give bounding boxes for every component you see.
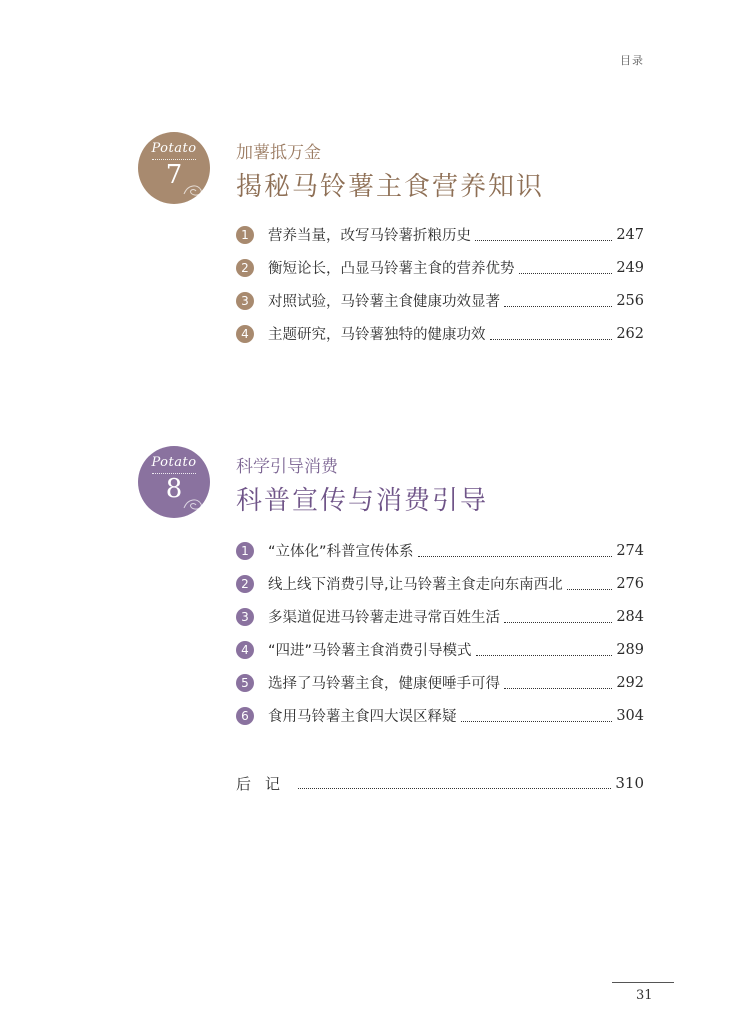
entry-number-badge: 6 [236, 707, 254, 725]
entry-title: 选择了马铃薯主食，健康便唾手可得 [268, 676, 500, 692]
dot-leader [461, 720, 613, 722]
entry-title: 衡短论长，凸显马铃薯主食的营养优势 [268, 261, 515, 277]
dot-leader [490, 338, 613, 340]
dot-leader [418, 555, 613, 557]
toc-entry[interactable] [236, 600, 644, 633]
dot-leader [519, 272, 613, 274]
chapter-badge [138, 446, 210, 518]
afterword-page: 310 [615, 774, 644, 792]
chapter-toc-list [236, 218, 644, 350]
entry-page: 256 [616, 292, 644, 309]
badge-number: 7 [165, 160, 183, 190]
toc-entry[interactable] [236, 317, 644, 350]
entry-title: 线上线下消费引导,让马铃薯主食走向东南西北 [268, 577, 563, 593]
dot-leader [567, 588, 613, 590]
afterword-label: 后记 [236, 774, 295, 793]
footer-rule [612, 982, 674, 983]
entry-page: 249 [616, 259, 644, 276]
chapter-title: 科普宣传与消费引导 [236, 486, 489, 516]
badge-number: 8 [165, 474, 183, 504]
chapter-kicker: 加薯抵万金 [236, 143, 321, 163]
dot-leader [504, 305, 612, 307]
badge-word: Potato [151, 455, 197, 470]
toc-entry[interactable] [236, 218, 644, 251]
entry-number-badge: 2 [236, 575, 254, 593]
dot-leader [504, 687, 612, 689]
running-header: 目录 [620, 54, 644, 67]
entry-number-badge: 3 [236, 292, 254, 310]
entry-number-badge: 1 [236, 542, 254, 560]
entry-number-badge: 3 [236, 608, 254, 626]
toc-entry[interactable] [236, 251, 644, 284]
toc-entry-afterword[interactable] [236, 768, 644, 798]
chapter-badge [138, 132, 210, 204]
toc-entry[interactable] [236, 534, 644, 567]
page-number: 31 [636, 988, 653, 1003]
dot-leader [504, 621, 612, 623]
dot-leader [475, 239, 612, 241]
toc-entry[interactable] [236, 633, 644, 666]
dot-leader [476, 654, 613, 656]
entry-title: 营养当量，改写马铃薯折粮历史 [268, 228, 471, 244]
entry-page: 284 [616, 608, 644, 625]
entry-page: 262 [616, 325, 644, 342]
entry-page: 292 [616, 674, 644, 691]
entry-number-badge: 5 [236, 674, 254, 692]
toc-entry[interactable] [236, 699, 644, 732]
entry-page: 289 [616, 641, 644, 658]
entry-title: 多渠道促进马铃薯走进寻常百姓生活 [268, 610, 500, 626]
entry-page: 274 [616, 542, 644, 559]
entry-title: “四进”马铃薯主食消费引导模式 [268, 643, 472, 659]
entry-title: 食用马铃薯主食四大误区释疑 [268, 709, 457, 725]
toc-entry[interactable] [236, 666, 644, 699]
entry-title: 主题研究，马铃薯独特的健康功效 [268, 327, 486, 343]
entry-title: “立体化”科普宣传体系 [268, 544, 414, 560]
entry-number-badge: 1 [236, 226, 254, 244]
chapter-toc-list [236, 534, 644, 732]
entry-number-badge: 4 [236, 641, 254, 659]
toc-entry[interactable] [236, 567, 644, 600]
badge-word: Potato [151, 141, 197, 156]
entry-page: 247 [616, 226, 644, 243]
toc-entry[interactable] [236, 284, 644, 317]
entry-number-badge: 2 [236, 259, 254, 277]
entry-title: 对照试验，马铃薯主食健康功效显著 [268, 294, 500, 310]
entry-page: 276 [616, 575, 644, 592]
potato-swirl-icon [182, 496, 204, 512]
entry-page: 304 [616, 707, 644, 724]
entry-number-badge: 4 [236, 325, 254, 343]
dot-leader [298, 787, 611, 789]
potato-swirl-icon [182, 182, 204, 198]
chapter-title: 揭秘马铃薯主食营养知识 [236, 172, 545, 202]
chapter-kicker: 科学引导消费 [236, 457, 338, 477]
